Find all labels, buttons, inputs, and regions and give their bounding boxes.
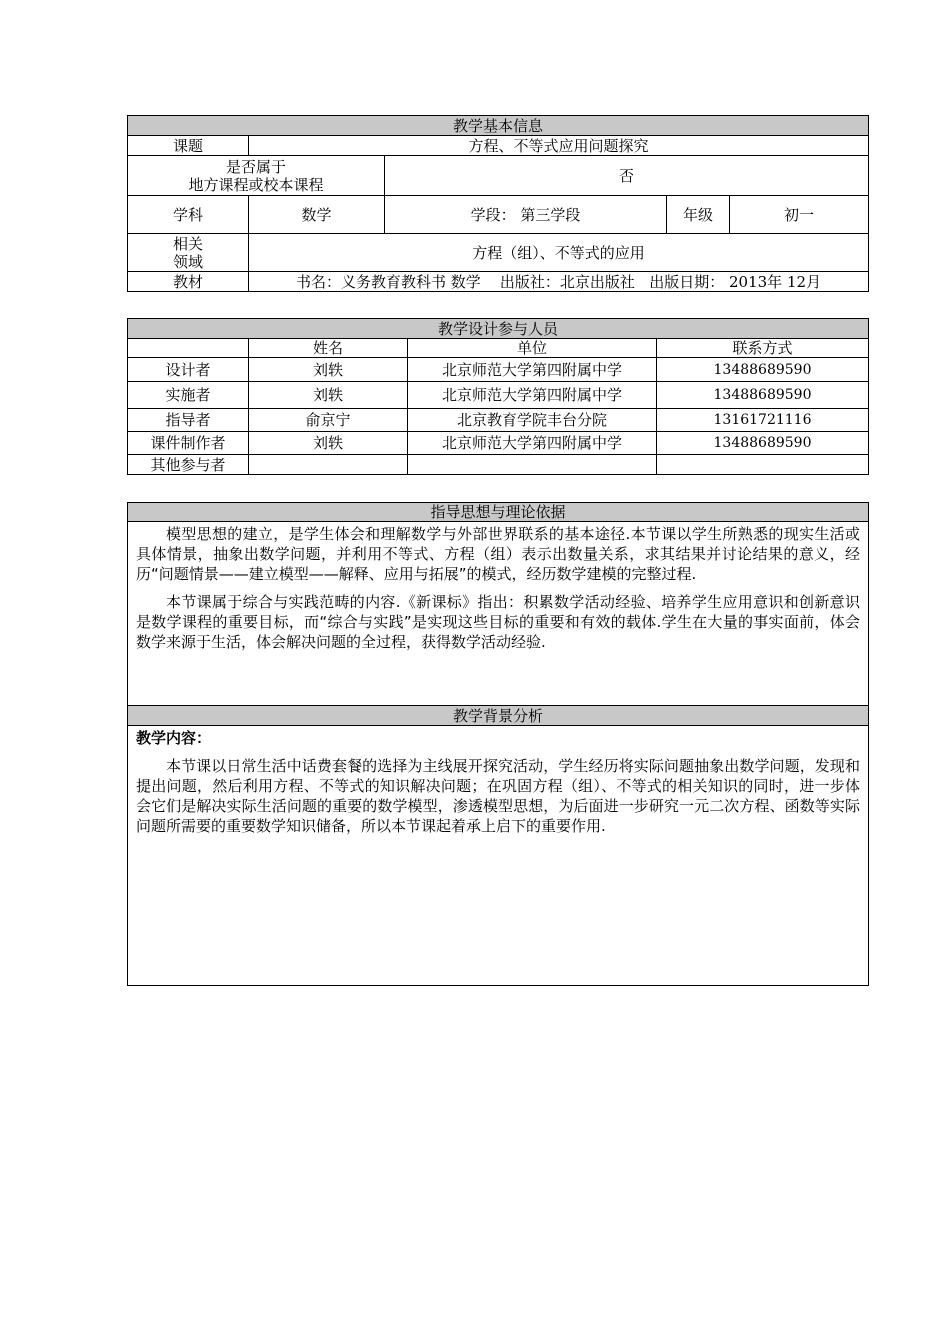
- subject-value: 数学: [249, 196, 385, 234]
- textbook-value: [249, 272, 869, 292]
- background-content: [128, 726, 869, 986]
- table-row: [128, 432, 869, 455]
- local-course-label-line2: 地方课程或校本课程: [188, 175, 324, 194]
- topic-value: 方程、不等式应用问题探究: [249, 136, 869, 156]
- textbook-label: 教材: [128, 272, 249, 292]
- theory-content: [128, 522, 869, 706]
- textbook-book: 书名：义务教育教科书 数学: [296, 272, 481, 291]
- background-paragraph: 本节课以日常生活中话费套餐的选择为主线展开探究活动，学生经历将实际问题抽象出数学问题，发现和提出问题，然后利用方程、不等式的知识解决问题；在巩固方程（组）、不等式的相关知识的同时，进一步体会它们是解决实际生活问题的重要的数学模型，渗透模型思想，为后面进一步研究一元二次方程、函数等实际问题所需要的重要数学知识储备，所以本节课起着承上启下的重要作用.: [136, 757, 860, 835]
- textbook-month-unit: 月: [806, 272, 822, 291]
- field-label: [128, 234, 249, 272]
- column-header: 姓名: [249, 339, 408, 358]
- topic-label: 课题: [128, 136, 249, 156]
- stage-value: 第三学段: [520, 205, 581, 224]
- field-value: 方程（组）、不等式的应用: [249, 234, 869, 272]
- theory-paragraph: 模型思想的建立，是学生体会和理解数学与外部世界联系的基本途径.本节课以学生所熟悉的现实生活或具体情景，抽象出数学问题，并利用不等式、方程（组）表示出数量关系，求其结果并讨论结果的意义，经历“问题情景——建立模型——解释、应用与拓展”的模式，经历数学建模的完整过程.: [136, 525, 860, 583]
- participants-header-empty: [128, 339, 249, 358]
- theory-title: 指导思想与理论依据: [128, 503, 869, 522]
- contact-cell: 13161721116: [657, 409, 869, 432]
- grade-value: 初一: [730, 196, 869, 234]
- name-cell: 刘轶: [249, 382, 408, 409]
- table-row: [128, 358, 869, 382]
- textbook-year-unit: 年: [767, 272, 783, 291]
- unit-cell: [408, 455, 657, 475]
- unit-cell: 北京教育学院丰台分院: [408, 409, 657, 432]
- name-cell: 俞京宁: [249, 409, 408, 432]
- basic-info-table: [127, 115, 869, 292]
- contact-cell: 13488689590: [657, 358, 869, 382]
- field-label-line2: 领域: [172, 252, 203, 271]
- role-cell: 指导者: [128, 409, 249, 432]
- participants-title: 教学设计参与人员: [128, 319, 869, 339]
- theory-paragraph: 本节课属于综合与实践范畴的内容.《新课标》指出：积累数学活动经验、培养学生应用意识和创新意识是数学课程的重要目标，而“综合与实践”是实现这些目标的重要和有效的载体.学生在大量的事实面前，体会数学来源于生活，体会解决问题的全过程，获得数学活动经验.: [136, 593, 860, 651]
- table-row: [128, 382, 869, 409]
- background-subheading: 教学内容：: [136, 729, 212, 747]
- textbook-publisher: 出版社：北京出版社: [499, 272, 635, 291]
- theory-background-table: [127, 502, 869, 986]
- textbook-year: 2013: [728, 272, 768, 291]
- column-header: 单位: [408, 339, 657, 358]
- textbook-month: 12: [786, 272, 807, 291]
- contact-cell: [657, 455, 869, 475]
- name-cell: [249, 455, 408, 475]
- textbook-date-label: 出版日期：: [649, 272, 725, 291]
- basic-info-title: 教学基本信息: [128, 116, 869, 136]
- role-cell: 实施者: [128, 382, 249, 409]
- table-row: [128, 409, 869, 432]
- background-title: 教学背景分析: [128, 706, 869, 726]
- local-course-label-line1: 是否属于: [225, 157, 286, 176]
- name-cell: 刘轶: [249, 432, 408, 455]
- stage-cell: [385, 196, 667, 234]
- participants-table: [127, 318, 869, 475]
- role-cell: 其他参与者: [128, 455, 249, 475]
- role-cell: 课件制作者: [128, 432, 249, 455]
- unit-cell: 北京师范大学第四附属中学: [408, 382, 657, 409]
- subject-label: 学科: [128, 196, 249, 234]
- stage-label: 学段：: [470, 205, 516, 224]
- grade-label: 年级: [667, 196, 730, 234]
- unit-cell: 北京师范大学第四附属中学: [408, 358, 657, 382]
- role-cell: 设计者: [128, 358, 249, 382]
- table-row: [128, 455, 869, 475]
- local-course-label: [128, 156, 385, 196]
- name-cell: 刘轶: [249, 358, 408, 382]
- local-course-value: 否: [385, 156, 869, 196]
- contact-cell: 13488689590: [657, 432, 869, 455]
- field-label-line1: 相关: [172, 234, 203, 253]
- contact-cell: 13488689590: [657, 382, 869, 409]
- unit-cell: 北京师范大学第四附属中学: [408, 432, 657, 455]
- column-header: 联系方式: [657, 339, 869, 358]
